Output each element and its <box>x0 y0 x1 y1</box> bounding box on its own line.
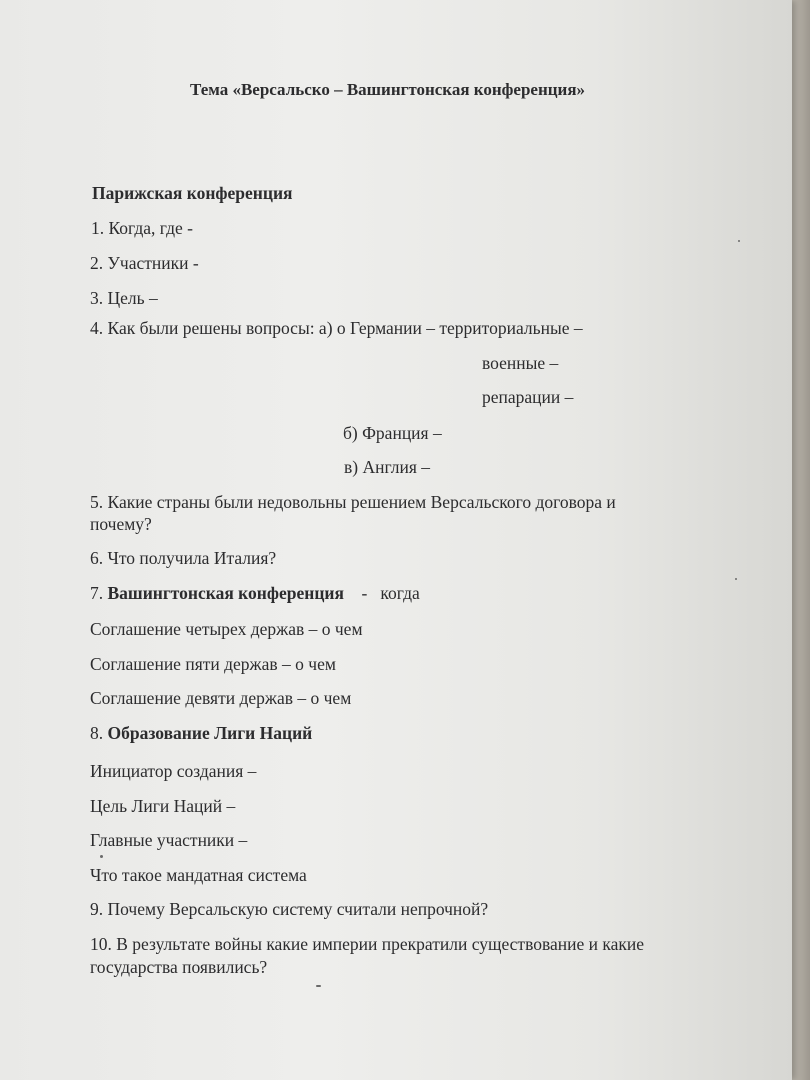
question-8-number: 8. <box>90 723 108 743</box>
ink-speck <box>735 578 737 580</box>
question-4-reparations: репарации – <box>482 387 574 407</box>
question-6: 6. Что получила Италия? <box>90 548 277 568</box>
question-4-military: военные – <box>482 353 559 373</box>
paper-edge <box>792 0 810 1080</box>
agreement-five-powers: Соглашение пяти держав – о чем <box>90 654 336 674</box>
question-5-line1: 5. Какие страны были недовольны решением Версальского договора и <box>90 492 616 512</box>
question-4: 4. Как были решены вопросы: а) о Германии – территориальные – <box>90 318 583 338</box>
question-10-line2: государства появились? <box>90 957 268 977</box>
section-heading-paris: Парижская конференция <box>92 183 293 203</box>
ink-speck <box>100 855 103 858</box>
question-4-france: б) Франция – <box>343 423 442 443</box>
league-members: Главные участники – <box>90 830 248 850</box>
question-4-england: в) Англия – <box>344 457 431 477</box>
question-10-line1: 10. В результате войны какие империи прекратили существование и какие <box>90 934 645 954</box>
question-2: 2. Участники - <box>90 253 199 273</box>
agreement-nine-powers: Соглашение девяти держав – о чем <box>90 688 352 708</box>
ink-speck <box>738 240 740 242</box>
question-7 <box>90 583 420 604</box>
question-5-line2: почему? <box>90 514 152 534</box>
question-7-heading: Вашингтонская конференция <box>107 583 344 603</box>
question-3: 3. Цель – <box>90 288 158 308</box>
question-8 <box>90 723 312 744</box>
agreement-four-powers: Соглашение четырех держав – о чем <box>90 619 363 639</box>
question-7-tail: - когда <box>343 583 420 603</box>
ink-speck <box>316 985 321 987</box>
question-8-heading: Образование Лиги Наций <box>107 723 313 743</box>
question-9: 9. Почему Версальскую систему считали непрочной? <box>90 899 489 919</box>
mandate-system: Что такое мандатная система <box>90 865 307 885</box>
question-1: 1. Когда, где - <box>91 218 193 238</box>
league-initiator: Инициатор создания – <box>90 761 257 781</box>
page-title: Тема «Версальско – Вашингтонская конференция» <box>190 80 586 99</box>
league-goal: Цель Лиги Наций – <box>90 796 236 816</box>
question-7-number: 7. <box>90 583 108 603</box>
